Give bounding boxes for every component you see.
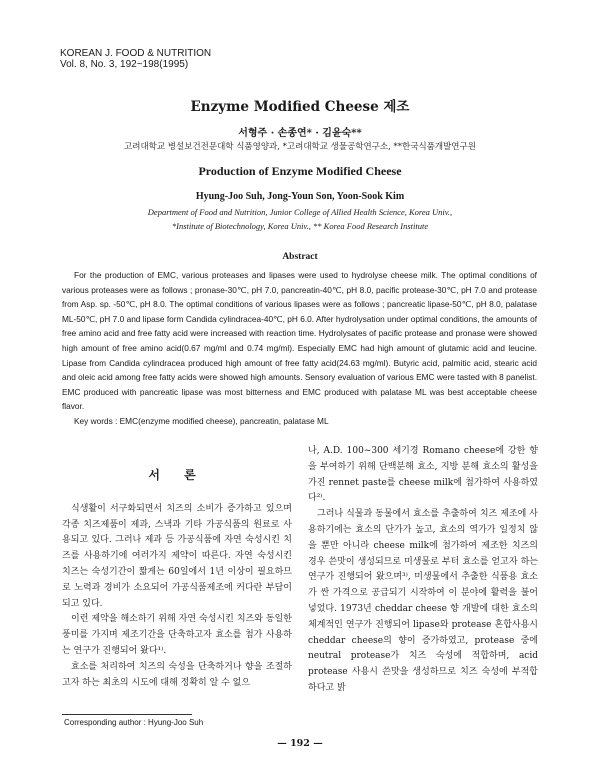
journal-volume: Vol. 8, No. 3, 192~198(1995) bbox=[60, 59, 189, 70]
abstract-block bbox=[62, 268, 537, 429]
authors-english: Hyung-Joo Suh, Jong-Youn Son, Yoon-Sook Kim bbox=[195, 191, 405, 202]
keywords: Key words : EMC(enzyme modified cheese), pancreatin, palatase ML bbox=[74, 415, 329, 426]
page-number: — 192 — bbox=[277, 738, 323, 749]
body-paragraph: 식생활이 서구화되면서 치즈의 소비가 증가하고 있으며 각종 치즈제품이 제과, 스낵과 기타 가공식품의 원료로 사용되고 있다. 그러나 제과 등 가공식품에 자연 숙성시킨 치즈를 사용하기에 여러가지 제약이 따른다. 자연 숙성시킨 치즈는 숙성기간이 짧게는 60일에서 1년 이상이 필요하므로 노력과 경비가 소요되어 가공식품제조에 커다란 부담이 되고 있다. bbox=[62, 503, 292, 609]
abstract-text: For the production of EMC, various proteases and lipases were used to hydrolyse cheese milk. The optimal conditions of various proteases were as follows ; pronase-30℃, pH 7.0, pancreatin-40℃, pH 8.0, pacific protease-30℃, pH 7.0 and protease from Asp. sp. -50℃, pH 8.0. The optimal conditions of various lipases were as follows ; pancreatic lipase-50℃, pH 8.0, palatase ML-50℃, pH 7.0 and lipase form Candida cylindracea-40℃, pH 6.0. After hydrolysation under optimal conditions, the amounts of free amino acid and free fatty acid were increased with reaction time. Hydrolysates of pacific protease and pronase were showed high amount of free amino acid(0.67 mg/ml and 0.74 mg/ml). Especially EMC had high amount of glutamic acid and leucine. Lipase from Candida cylindracea produced high amount of free fatty acid(24.63 mg/ml). Butyric acid, palmitic acid, stearic acid and oleic acid among free fatty acids were showed high amounts. Sensory evaluation of various EMC were tasted with 8 panelist. EMC produced with pancreatic lipase was most bitterness and EMC produced with palatase ML was best acceptable cheese flavor. bbox=[62, 270, 537, 412]
affiliation-korean: 고려대학교 병설보건전문대학 식품영양과, *고려대학교 생물공학연구소, **한국식품개발연구원 bbox=[124, 142, 476, 152]
paper-title-english: Production of Enzyme Modified Cheese bbox=[198, 164, 402, 178]
right-column bbox=[308, 444, 538, 697]
authors-korean: 서형주 · 손종연* · 김윤숙** bbox=[238, 128, 362, 139]
footnote-divider bbox=[62, 714, 192, 715]
corresponding-author-footnote: Corresponding author : Hyung-Joo Suh bbox=[64, 718, 204, 727]
body-paragraph: 나, A.D. 100~300 세기경 Romano cheese에 강한 향을 부여하기 위해 단백분해 효소, 지방 분해 효소의 활성을 가진 rennet paste를 cheese milk에 첨가하여 사용하였다²⁾. bbox=[308, 446, 538, 504]
affiliation-english-line: Department of Food and Nutrition, Junior College of Allied Health Science, Korea Univ., bbox=[147, 207, 453, 217]
affiliation-english-line: *Institute of Biotechnology, Korea Univ., ** Korea Food Research Institute bbox=[171, 221, 429, 231]
left-column bbox=[62, 444, 292, 691]
body-paragraph: 효소를 처리하여 치즈의 숙성을 단축하거나 향을 조절하고자 하는 최초의 시도에 대해 정확히 알 수 없으 bbox=[62, 661, 292, 688]
body-paragraph: 그러나 식물과 동물에서 효소를 추출하여 치즈 제조에 사용하기에는 효소의 단가가 높고, 효소의 역가가 일정치 않을 뿐만 아니라 cheese milk에 첨가하여 제조한 치즈의 경우 쓴맛이 생성되므로 미생물로 부터 효소를 얻고자 하는 연구가 진행되어 왔으며³⁾, 미생물에서 추출한 식품용 효소가 싼 가격으로 공급되기 시작하여 이 분야에 활력을 불어 넣었다. 1973년 cheddar cheese 향 개발에 대한 효소의 체계적인 연구가 진행되어 lipase와 protease 혼합사용시 cheddar cheese의 향이 증가하였고, protease 중에 neutral protease가 치즈 숙성에 적합하며, acid protease 사용시 쓴맛을 생성하므로 치즈 숙성에 부적합하다고 밝 bbox=[308, 509, 538, 693]
abstract-heading: Abstract bbox=[282, 252, 318, 262]
journal-header bbox=[60, 48, 211, 70]
paper-title-korean: Enzyme Modified Cheese 제조 bbox=[190, 99, 410, 115]
journal-name: KOREAN J. FOOD & NUTRITION bbox=[60, 48, 212, 59]
section-heading-introduction: 서 론 bbox=[148, 468, 206, 482]
body-paragraph: 이런 제약을 해소하기 위해 자연 숙성시킨 치즈와 동일한 풍미를 가지며 제조기간을 단축하고자 효소를 첨가 사용하는 연구가 진행되어 왔다¹⁾. bbox=[62, 614, 292, 656]
